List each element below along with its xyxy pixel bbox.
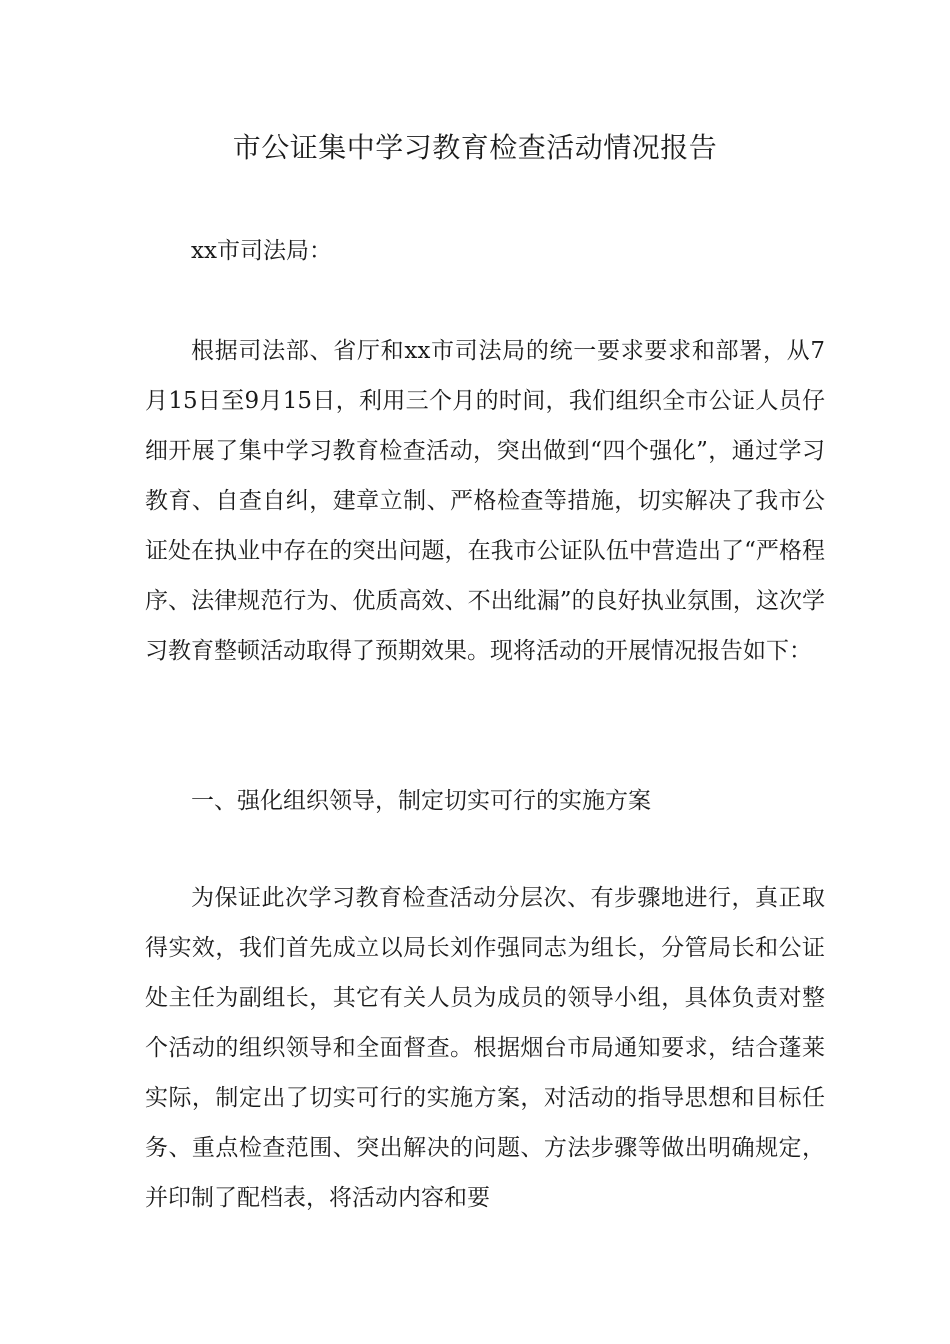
section-heading: 一、强化组织领导，制定切实可行的实施方案 <box>191 788 651 814</box>
paragraph-intro: 根据司法部、省厅和xx市司法局的统一要求要求和部署，从7月15日至9月15日，利用三个月的时间，我们组织全市公证人员仔细开展了集中学习教育检查活动，突出做到“四个强化”，通过学习教育、自查自纠，建章立制、严格检查等措施，切实解决了我市公证处在执业中存在的突出问题，在我市公证队伍中营造出了“严格程序、法律规范行为、优质高效、不出纰漏”的良好执业氛围，这次学习教育整顿活动取得了预期效果。现将活动的开展情况报告如下： <box>145 338 825 664</box>
salutation: xx市司法局： <box>191 238 332 264</box>
document-title: 市公证集中学习教育检查活动情况报告 <box>232 131 718 164</box>
paragraph-section-one: 为保证此次学习教育检查活动分层次、有步骤地进行，真正取得实效，我们首先成立以局长刘作强同志为组长，分管局长和公证处主任为副组长，其它有关人员为成员的领导小组，具体负责对整个活动的组织领导和全面督查。根据烟台市局通知要求，结合蓬莱实际，制定出了切实可行的实施方案，对活动的指导思想和目标任务、重点检查范围、突出解决的问题、方法步骤等做出明确规定，并印制了配档表，将活动内容和要 <box>145 885 825 1211</box>
